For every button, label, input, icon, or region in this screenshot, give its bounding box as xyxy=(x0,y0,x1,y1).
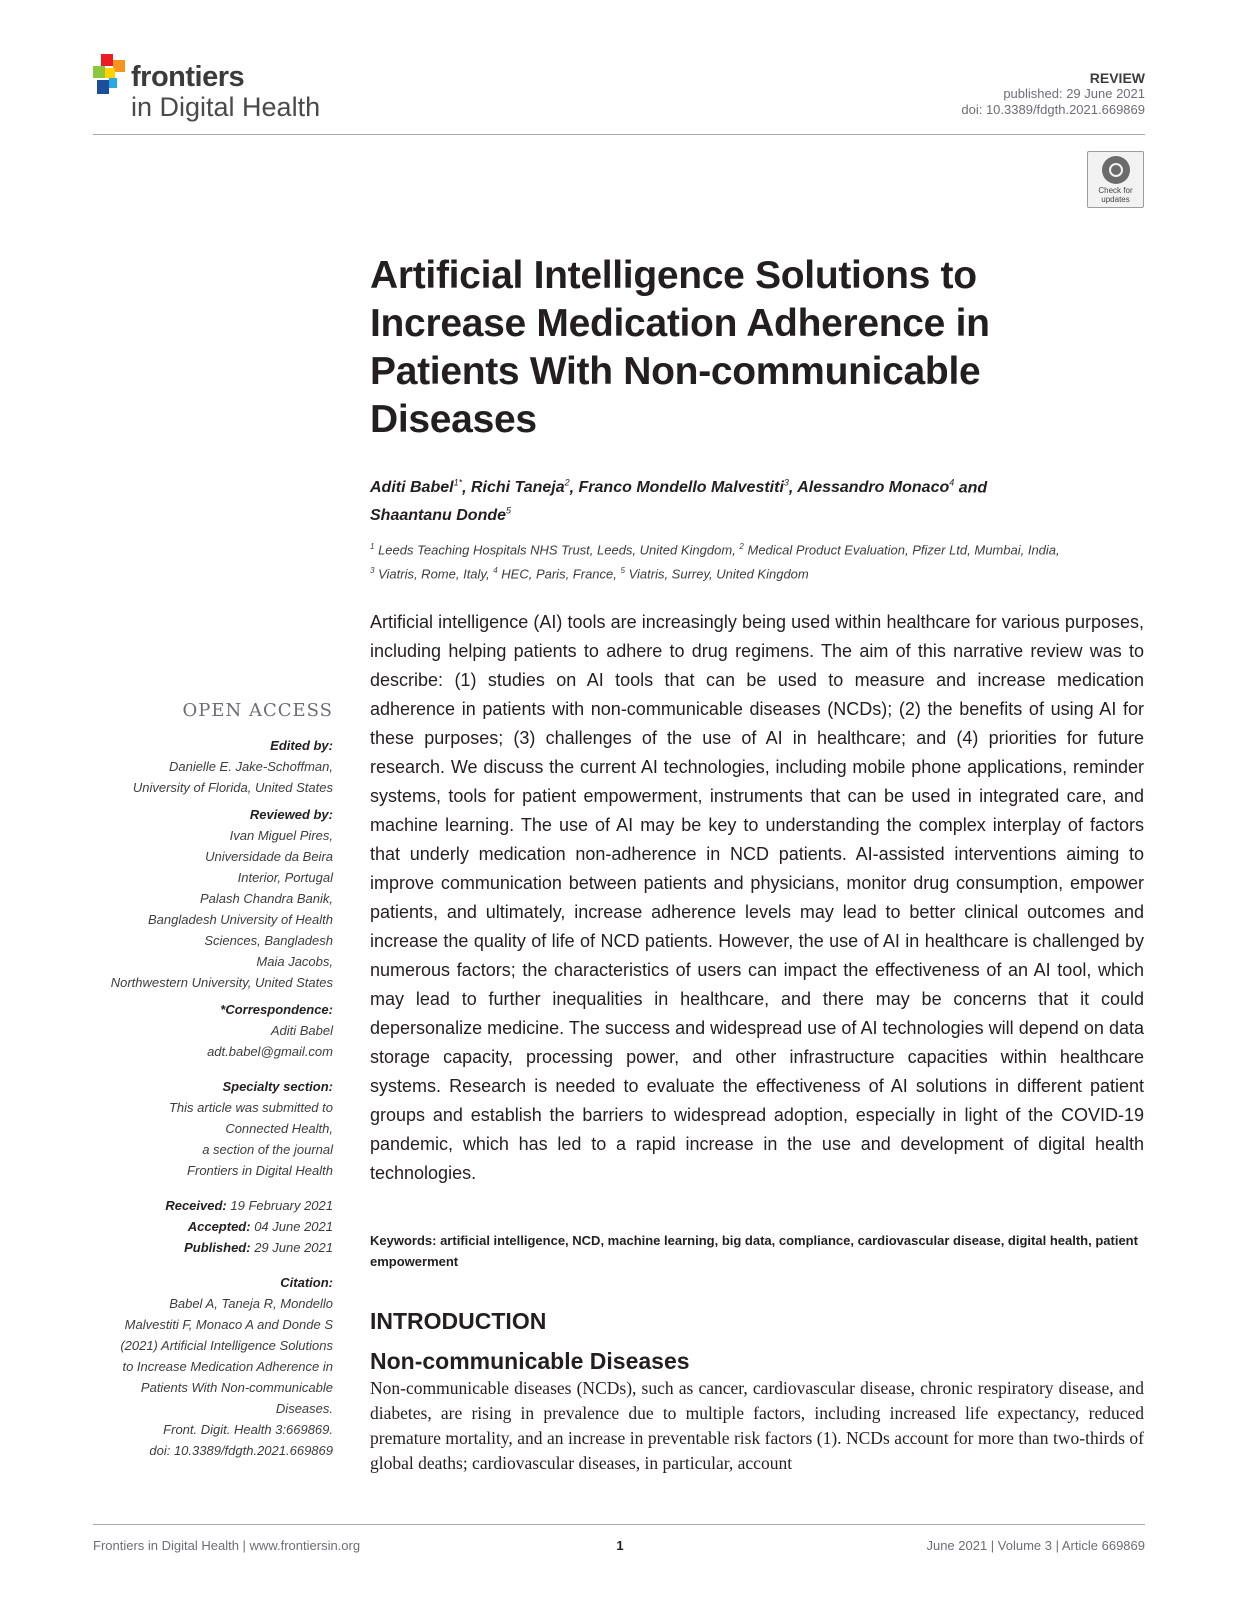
author[interactable]: Alessandro Monaco$^4$ xyxy=(797,478,955,497)
sidebar xyxy=(93,700,333,1467)
affiliation: HEC, Paris, France, xyxy=(501,566,617,582)
reviewer-line[interactable]: Palash Chandra Banik, xyxy=(200,891,333,906)
logo-wordmark: frontiers xyxy=(131,61,245,93)
open-access-label: OPEN ACCESS xyxy=(182,700,333,721)
footer-issue: June 2021 | Volume 3 | Article 669869 xyxy=(926,1538,1145,1553)
affiliation: Leeds Teaching Hospitals NHS Trust, Leeds, United Kingdom, xyxy=(378,542,736,558)
article-title: Artificial Intelligence Solutions to Increase Medication Adherence in Patients With Non-communicable Diseases xyxy=(370,254,990,441)
reviewer-line[interactable]: Maia Jacobs, xyxy=(256,954,333,969)
correspondence-email[interactable]: adt.babel@gmail.com xyxy=(207,1044,333,1059)
body-paragraph: Non-communicable diseases (NCDs), such as cancer, cardiovascular disease, chronic respiratory disease, and diabetes, are rising in prevalence due to multiple factors, including increased life expectancy, reduced premature mortality, and an increase in preventable risk factors (1). NCDs account for more than two-thirds of global deaths; cardiovascular diseases, in particular, account xyxy=(370,1378,1144,1473)
citation: Citation: Babel A, Taneja R, Mondello Malvestiti F, Monaco A and Donde S (2021) Artificial Intelligence Solutions to Increase Medication Adherence in Patients With Non-communicable Diseases. Front. Digit. Health 3:669869. doi: 10.3389/fdgth.2021.669869 xyxy=(93,1272,333,1461)
logo-journal-name: in Digital Health xyxy=(131,92,321,122)
affiliation: Medical Product Evaluation, Pfizer Ltd, Mumbai, India, xyxy=(747,542,1060,558)
article-type: REVIEW xyxy=(1089,70,1145,86)
abstract: Artificial intelligence (AI) tools are increasingly being used within healthcare for various purposes, including helping patients to adhere to drug regimens. The aim of this narrative review was to describe: (1) studies on AI tools that can be used to measure and increase medication adherence in patients with non-communicable diseases (NCDs); (2) the benefits of using AI for these purposes; (3) challenges of the use of AI in healthcare; and (4) priorities for future research. We discuss the current AI technologies, including mobile phone applications, reminder systems, tools for patient empowerment, instruments that can be used in integrated care, and machine learning. The use of AI may be key to understanding the complex interplay of factors that underly medication non-adherence in NCD patients. AI-assisted interventions aiming to improve communication between patients and physicians, monitor drug consumption, empower patients, and ultimately, increase adherence levels may lead to better clinical outcomes and increase the quality of life of NCD patients. However, the use of AI in healthcare is challenged by numerous factors; the characteristics of users can impact the effectiveness of an AI tool, which may lead to further inequalities in healthcare, and there may be concerns that it could depersonalize medicine. The success and widespread use of AI technologies will depend on data storage capacity, processing power, and other infrastructure capacities within healthcare systems. Research is needed to evaluate the effectiveness of AI solutions in different patient groups and establish the barriers to widespread adoption, especially in light of the COVID-19 pandemic, which has led to a rapid increase in the use and development of digital health technologies. xyxy=(370,612,1144,1183)
published-date: published: 29 June 2021 xyxy=(1003,86,1145,101)
author[interactable]: Franco Mondello Malvestiti$^3$ xyxy=(578,478,789,497)
author[interactable]: Shaantanu Donde$^5$ xyxy=(370,505,512,524)
reviewed-by: Reviewed by: Ivan Miguel Pires, Universidade da Beira Interior, Portugal Palash Chandra Banik, Bangladesh University of Health Sciences, Bangladesh Maia Jacobs, Northwestern University, United States xyxy=(93,804,333,993)
editor-line[interactable]: Danielle E. Jake-Schoffman, xyxy=(168,759,333,774)
article-meta xyxy=(961,70,1145,118)
dates: Received: 19 February 2021 Accepted: 04 June 2021 Published: 29 June 2021 xyxy=(165,1198,333,1255)
footer-divider xyxy=(93,1524,1145,1525)
affiliation: Viatris, Surrey, United Kingdom xyxy=(628,566,809,582)
author[interactable]: Aditi Babel$^{1*}$ xyxy=(370,478,463,497)
header-divider xyxy=(93,134,1145,135)
reviewer-line[interactable]: Ivan Miguel Pires, xyxy=(229,828,333,843)
citation-doi[interactable]: doi: 10.3389/fdgth.2021.669869 xyxy=(149,1443,333,1458)
edited-by: Edited by: Danielle E. Jake-Schoffman, University of Florida, United States xyxy=(93,735,333,798)
author-list: Aditi Babel$^{1*}$, Richi Taneja$^2$, Franco Mondello Malvestiti$^3$, Alessandro Monaco$^4$ and Shaantanu Donde$^5$ xyxy=(370,478,988,524)
check-updates-label: Check for updates xyxy=(1098,186,1133,204)
crossmark-icon xyxy=(1102,156,1130,184)
keywords: Keywords: artificial intelligence, NCD, machine learning, big data, compliance, cardiovascular disease, digital health, patient empowerment xyxy=(370,1233,1138,1269)
section-heading: INTRODUCTION xyxy=(370,1308,547,1334)
affiliations: $^1$ Leeds Teaching Hospitals NHS Trust, Leeds, United Kingdom, $^2$ Medical Product Evaluation, Pfizer Ltd, Mumbai, India, $^3$ Viatris, Rome, Italy, $^4$ HEC, Paris, France, $^5$ Viatris, Surrey, United Kingdom xyxy=(370,542,1060,582)
correspondence: *Correspondence: Aditi Babel adt.babel@gmail.com xyxy=(93,999,333,1062)
check-for-updates-button[interactable] xyxy=(1087,151,1144,208)
author[interactable]: Richi Taneja$^2$ xyxy=(470,478,570,497)
subsection-heading: Non-communicable Diseases xyxy=(370,1348,690,1374)
journal-logo[interactable] xyxy=(93,52,353,122)
specialty-section: Specialty section: This article was submitted to Connected Health, a section of the journal Frontiers in Digital Health xyxy=(168,1079,333,1178)
article-doi[interactable]: doi: 10.3389/fdgth.2021.669869 xyxy=(961,102,1145,117)
footer-journal[interactable]: Frontiers in Digital Health | www.frontiersin.org xyxy=(93,1538,361,1553)
page-number: 1 xyxy=(616,1538,624,1553)
frontiers-logo-icon xyxy=(93,54,127,96)
affiliation: Viatris, Rome, Italy, xyxy=(378,566,490,582)
